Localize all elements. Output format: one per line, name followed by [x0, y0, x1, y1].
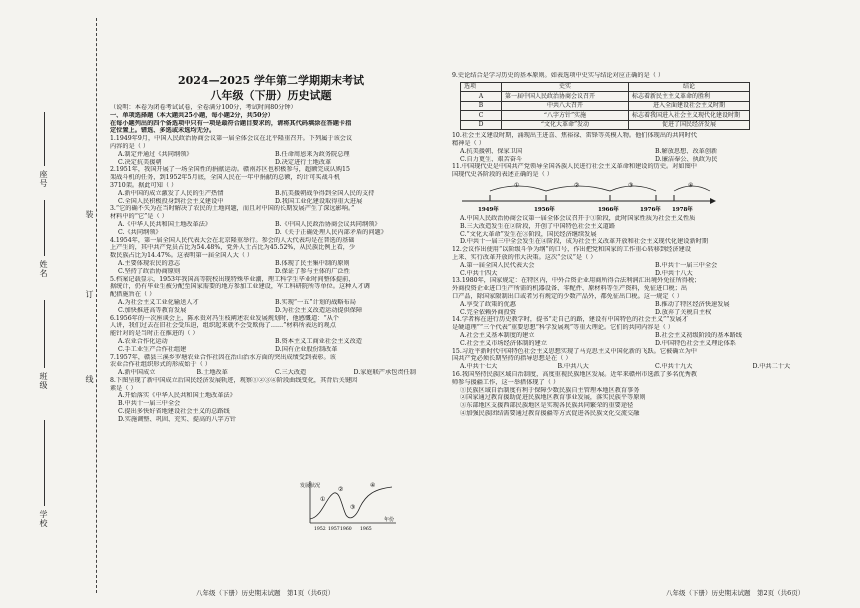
answer-option[interactable]: C.“文化大革命”发生在③阶段，国民经济继续发展 — [460, 230, 597, 238]
answer-option[interactable]: B.中共十一届三中全会 — [655, 261, 718, 269]
question-stem: 2.1951年，我国开展了一场全国性的捐献运动。赣南苏区也积极参与，超额完成认购15 — [110, 166, 350, 174]
option-row — [110, 268, 432, 276]
timeline-year: 1949年 — [478, 207, 499, 214]
question-stem: 6.1956年的一次座谈会上，陈永贵对冯生枝阐述农业发展规划时，他感慨道：“从个 — [110, 314, 339, 322]
question-stem: 师参与援疆工作，这一举措体现了（ ） — [452, 378, 560, 386]
question-stem: 据统计，仍有毕业生被分配至国家需要的地方参加工业建设，军工科研院所等单位。这种人才调 — [110, 283, 370, 291]
question-stem: 7.1957年，赣县三溪乡罗塘农业合作社因在治山治水方面的突出成绩受到表彰。该 — [110, 353, 336, 361]
footer-page-2: 八年级（下册）历史期末试题 第2页（共6页） — [666, 589, 805, 597]
answer-option[interactable]: B.《中国人民政治协商会议共同纲领》 — [275, 220, 381, 228]
question-stem: 是硬道理”“三个代表”重要思想“科学发展观”等重大理论。它们的共同内容是（ ） — [452, 324, 674, 332]
left-questions — [110, 135, 432, 423]
option-row — [452, 301, 850, 309]
option-row — [452, 309, 850, 317]
timeline-svg — [460, 179, 720, 215]
answer-option[interactable]: B.抗美援朝战争得到全国人民的支持 — [275, 189, 375, 197]
question-stem: 10.社会主义建设时期，涌现出王进喜、焦裕禄、雷锋等英模人物。他们体现出的共同时代 — [452, 132, 697, 140]
question-stem: 架战斗机的任务，到1952年5月底，全国人民在一年中捐献的总额，约计可买战斗机 — [110, 174, 341, 182]
answer-option[interactable]: C.中共十四大 — [460, 269, 498, 277]
option-row — [110, 221, 432, 229]
class-blank[interactable] — [44, 300, 45, 368]
answer-option[interactable]: C.《共同纲领》 — [118, 228, 162, 236]
question-stem: 国共产党必须长期坚持的指导思想是在（ ） — [452, 355, 572, 363]
option-row — [452, 363, 850, 371]
question-stem: 国现代史各阶段的表述正确的是（ ） — [452, 171, 553, 179]
question-stem: 材料中的“它”是（ ） — [110, 213, 168, 221]
q9-table — [460, 82, 750, 131]
question-stem: 内容的是（ ） — [110, 142, 150, 150]
answer-option[interactable]: D.中共十八大 — [655, 269, 693, 277]
table-header: 史实 — [502, 82, 629, 92]
sketch-stage: ③ — [350, 504, 356, 511]
option-row — [110, 151, 432, 159]
answer-option[interactable]: D.实施调整、巩固、充实、提高的八字方针 — [118, 415, 237, 423]
answer-option[interactable]: B.三大改造发生在②阶段，开创了中国特色社会主义道路 — [460, 222, 616, 230]
china-history-timeline — [460, 179, 720, 215]
cut-line — [96, 18, 97, 593]
sketch-stage: ② — [338, 486, 344, 493]
answer-option[interactable]: D.中共十一届三中全会发生在④阶段，成为社会主义改革开放和社会主义现代化建设新时期 — [460, 238, 709, 246]
answer-option[interactable]: D.中共二十大 — [752, 363, 791, 371]
mark-zhuang: 装 — [85, 210, 94, 219]
option-row — [452, 148, 850, 156]
binding-margin — [0, 0, 108, 608]
option-row — [110, 229, 432, 237]
table-row — [461, 101, 750, 111]
answer-option[interactable]: A.为社会主义工业化输送人才 — [118, 298, 199, 306]
sketch-stage: ④ — [370, 482, 376, 489]
answer-option[interactable]: B.解放思想、改革创新 — [655, 147, 718, 155]
table-row — [461, 120, 750, 130]
answer-option[interactable]: B.实现“一五”计划的战略布局 — [275, 298, 356, 306]
table-header-row — [461, 82, 750, 92]
table-cell: C — [461, 111, 502, 121]
option-row — [110, 338, 432, 346]
option-row — [110, 299, 432, 307]
answer-option[interactable]: D.《关于正确处理人民内部矛盾的问题》 — [275, 228, 387, 236]
option-row — [452, 332, 850, 340]
option-row — [452, 262, 850, 270]
sketch-year: 1960 — [340, 527, 352, 532]
answer-option[interactable]: ①民族区域自治制度有利于保障少数民族自主管理本地区教育事务 — [460, 386, 640, 394]
answer-option[interactable]: B.土地改革 — [196, 369, 228, 377]
question-stem: 配措施旨在（ ） — [110, 291, 156, 299]
answer-option[interactable]: C.社会主义市场经济体制的建立 — [460, 339, 547, 347]
question-stem: 9.史论结合是学习历史的基本原则。如表选项中史实与结论对应正确的是（ ） — [452, 72, 665, 79]
timeline-arrow — [710, 198, 716, 204]
answer-option[interactable]: A.开始落实《中华人民共和国土地改革法》 — [118, 392, 236, 400]
table-cell: D — [461, 120, 502, 130]
right-questions-a — [452, 132, 850, 179]
answer-option[interactable]: C.中共十九大 — [655, 363, 693, 371]
timeline-stage: ④ — [688, 182, 694, 190]
answer-option[interactable]: B.任命周恩来为政务院总理 — [275, 150, 350, 158]
exam-note: （说明：本卷为闭卷考试试卷，全卷满分100分，考试时间80分钟） — [110, 104, 297, 111]
question-stem: 13.1980年，国家规定：在特区内，中外合资企业用商所得合法利润汇出境外免征所得税； — [452, 277, 701, 285]
answer-option[interactable]: ③东部地区支援西部民族地区是实现各民族共同繁荣的重要途径 — [460, 402, 634, 410]
answer-option[interactable]: A.主要体现农民的意志 — [118, 259, 181, 267]
instruction-line: 定位置上。错选、多选或未选均无分。 — [110, 127, 216, 135]
answer-option[interactable]: D.放弃了关税自主权 — [655, 308, 712, 316]
timeline-year: 1956年 — [534, 207, 555, 214]
sketch-curve — [310, 487, 392, 519]
table-cell: 促进了国民经济发展 — [629, 120, 750, 130]
answer-option[interactable]: ④加强民族团结需要通过教育援疆等方式促进各民族文化交流交融 — [460, 410, 640, 417]
option-row — [110, 198, 432, 206]
option-row — [110, 260, 432, 268]
right-column — [452, 72, 850, 418]
question-stem: 精神是（ ） — [452, 140, 485, 148]
question-stem: 8.下图呈现了新中国成立后国民经济发展轨迹，观察①②③④阶段曲线变化，其背后关键因 — [110, 376, 358, 384]
footer-page-1: 八年级（下册）历史期末试题 第1页（共6页） — [196, 589, 335, 597]
option-row — [110, 159, 432, 167]
table-cell: 第一届中国人民政治协商会议召开 — [502, 92, 629, 102]
left-column — [110, 104, 432, 424]
answer-option[interactable]: A.新中国成立 — [118, 369, 156, 377]
table-header: 选项 — [461, 82, 502, 92]
table-cell: 中共八大召开 — [502, 101, 629, 111]
table-cell: A — [461, 92, 502, 102]
question-stem: 12.会议作出使用“以阶级斗争为纲”的口号，作出把党和国家的工作重心转移到经济建设 — [452, 246, 691, 254]
question-stem: 上来、实行改革开放的伟大决策。这次“会议”是（ ） — [452, 254, 597, 262]
answer-option[interactable]: A.抗美援朝、保家卫国 — [460, 147, 523, 155]
answer-option[interactable]: D.国有企业股份制改革 — [275, 345, 338, 353]
question-stem: 1.1949年9月，中国人民政治协商会议第一届全体会议在北平隆重召开。下列属于该会议 — [110, 135, 353, 143]
option-row — [452, 270, 850, 278]
table-row — [461, 111, 750, 121]
table-row — [461, 92, 750, 102]
answer-option[interactable]: A.享受了政策的优惠 — [460, 300, 516, 308]
seat-blank[interactable] — [44, 112, 45, 166]
answer-option[interactable]: B.社会主义初级阶段的基本路线 — [655, 332, 742, 340]
answer-option[interactable]: C.加快推进高等教育发展 — [118, 306, 187, 314]
question-stem: 口产品，除国家限制出口或者另有规定的少数产品外，都免征出口税。这一规定（ ） — [452, 293, 683, 301]
table-header: 结论 — [629, 82, 750, 92]
sketch-xlabel: 年份 — [384, 517, 395, 523]
answer-option[interactable]: ②国家通过教育援助促进民族地区教育事业发展，落实民族平等原则 — [460, 394, 646, 402]
timeline-stage: ② — [574, 182, 580, 190]
question-stem: 16.我国坚持民族区域自治制度，高度重视民族地区发展。近年来赣州市选派了多名优秀教 — [452, 371, 697, 379]
answer-option[interactable]: B.体现了民主集中制的原则 — [275, 259, 350, 267]
name-label: 姓名 — [39, 260, 48, 278]
class-label: 班级 — [39, 372, 48, 390]
economy-sketch — [300, 477, 400, 532]
answer-option[interactable]: B.资本主义工商业社会主义改造 — [275, 337, 362, 345]
answer-option[interactable]: A.农业合作化运动 — [118, 337, 168, 345]
sketch-year: 1965 — [360, 527, 372, 532]
timeline-stage: ③ — [628, 182, 634, 190]
option-row — [110, 190, 432, 198]
answer-option[interactable]: A.新中国的成立激发了人民的生产热情 — [118, 189, 224, 197]
exam-subtitle: 八年级（下册）历史试题 — [210, 89, 332, 102]
question-stem: 3710架。据此可知（ ） — [110, 181, 178, 189]
table-cell: “八字方针”实施 — [502, 111, 629, 121]
section-heading: 一、单项选择题（本大题共25小题，每小题2分，共50分） — [110, 111, 274, 119]
question-stem: 数民族占比为14.47%。这表明第一届全国人大（ ） — [110, 252, 254, 260]
sketch-year: 1952 — [314, 527, 326, 532]
exam-title: 2024—2025 学年第二学期期末考试 — [177, 74, 365, 87]
answer-option[interactable]: D.中国特色社会主义理论体系 — [655, 339, 736, 347]
answer-option[interactable]: C.完全依赖外商投资 — [460, 308, 516, 316]
answer-option[interactable]: D.家庭联产承包责任制 — [353, 369, 416, 377]
question-stem: 15.习近平新时代中国特色社会主义思想实现了马克思主义中国化新的飞跃。它被确立为中 — [452, 347, 697, 355]
question-stem: 农业合作社组织形式的形成始于（ ） — [110, 361, 211, 369]
table-cell: B — [461, 101, 502, 111]
option-row — [452, 340, 850, 348]
school-blank[interactable] — [44, 420, 45, 506]
option-row — [110, 307, 432, 315]
table-cell: 标志着新民主主义革命的胜利 — [629, 92, 750, 102]
right-questions-b — [452, 215, 850, 418]
sketch-ylabel: 发展状况 — [300, 483, 321, 489]
answer-option[interactable]: C.自力更生、艰苦奋斗 — [460, 155, 523, 163]
option-row — [110, 346, 432, 354]
answer-option[interactable]: B.推动了特区经济快速发展 — [655, 300, 730, 308]
school-label: 学校 — [39, 510, 48, 528]
timeline-stage: ① — [514, 182, 520, 190]
table-cell: “文化大革命”发动 — [502, 120, 629, 130]
answer-option[interactable]: A.社会主义基本制度的建立 — [460, 332, 535, 340]
answer-option[interactable]: A.制定并通过《共同纲领》 — [118, 150, 193, 158]
question-stem: 人讲，我们过去在旧社会受压迫，组织起来就不会受欺侮了……”材料所表达的观点 — [110, 322, 336, 330]
timeline-year: 1966年 — [598, 207, 619, 214]
answer-option[interactable]: A.中国人民政治协商会议第一届全体会议召开于①阶段，此时国家性质为社会主义性质 — [460, 215, 696, 223]
answer-option[interactable]: C.决定抗美援朝 — [118, 158, 162, 166]
question-stem: 外商投资企业进口生产所需的机器设备、零配件、原材料等生产资料，免征进口税；出 — [452, 285, 688, 293]
answer-option[interactable]: A.第一届全国人民代表大会 — [460, 261, 535, 269]
question-stem: 11.中国现代史是中国共产党领导全国各族人民进行社会主义革命和建设的历史。对如图中 — [452, 163, 697, 171]
answer-option[interactable]: C.手工业生产合作社组建 — [118, 345, 187, 353]
seat-label: 座号 — [39, 170, 48, 188]
answer-option[interactable]: C.坚持了政治协商原则 — [118, 267, 181, 275]
timeline-year: 1976年 — [640, 207, 661, 214]
answer-option[interactable]: A.中共十七大 — [460, 363, 498, 371]
timeline-year: 1978年 — [672, 207, 693, 214]
question-stem: 14.学者称在进行历史教学时，提书“走自己的路，建设有中国特色的社会主义”“发展才 — [452, 316, 688, 324]
question-stem: 5.档案记载显示，1953年我国高等院校出现特殊毕业潮，理工科学生毕业时间整体提前， — [110, 275, 355, 283]
mark-ding: 订 — [85, 290, 94, 299]
instruction-line: 在每小题列出的四个备选项中只有一项是最符合题目要求的，请将其代码填涂在答题卡指 — [110, 119, 352, 127]
option-row — [110, 369, 432, 377]
answer-option[interactable]: A.《中华人民共和国土地改革法》 — [118, 220, 212, 228]
answer-option[interactable]: D.我国工业化建设取得重大进展 — [275, 197, 363, 205]
answer-option[interactable]: B.中共十一届三中全会 — [118, 400, 181, 408]
question-stem: 素是（ ） — [110, 384, 137, 392]
answer-option[interactable]: D.保证了参与主体的广泛性 — [275, 267, 350, 275]
answer-option[interactable]: C.提出多快好省地建设社会主义的总路线 — [118, 408, 230, 416]
option-row — [452, 156, 850, 164]
name-blank[interactable] — [44, 200, 45, 256]
answer-option[interactable]: B.中共八大 — [557, 363, 589, 371]
question-stem: 上产生的，其中共产党员占比为54.48%，党外人士占比为45.52%，从民族比例上看，少 — [110, 244, 356, 252]
answer-option[interactable]: D.廉洁奉公、执政为民 — [655, 155, 718, 163]
table-cell: 进入全面建设社会主义时期 — [629, 101, 750, 111]
sketch-year: 1957 — [328, 527, 340, 532]
table-cell: 标志着我国进入社会主义现代化建设时期 — [629, 111, 750, 121]
question-stem: 4.1954年，第一届全国人民代表大会在北京隆重举行。参会的人大代表均是在普选的基础 — [110, 236, 355, 244]
answer-option[interactable]: D.决定进行土地改革 — [275, 158, 332, 166]
question-stem: 能针对的是当时正在推进的（ ） — [110, 330, 199, 338]
mark-xian: 线 — [85, 375, 94, 384]
sketch-stage: ① — [320, 496, 326, 503]
answer-option[interactable]: D.为社会主义改造运动提供保障 — [275, 306, 363, 314]
answer-option[interactable]: C.全国人民积极投身到社会主义建设中 — [118, 197, 224, 205]
question-stem: 3.“它的确不失为在当时解决了农民的土地问题，而且对中国的长期发展产生了深远影响。” — [110, 205, 355, 213]
answer-option[interactable]: C.三大改造 — [275, 369, 307, 377]
